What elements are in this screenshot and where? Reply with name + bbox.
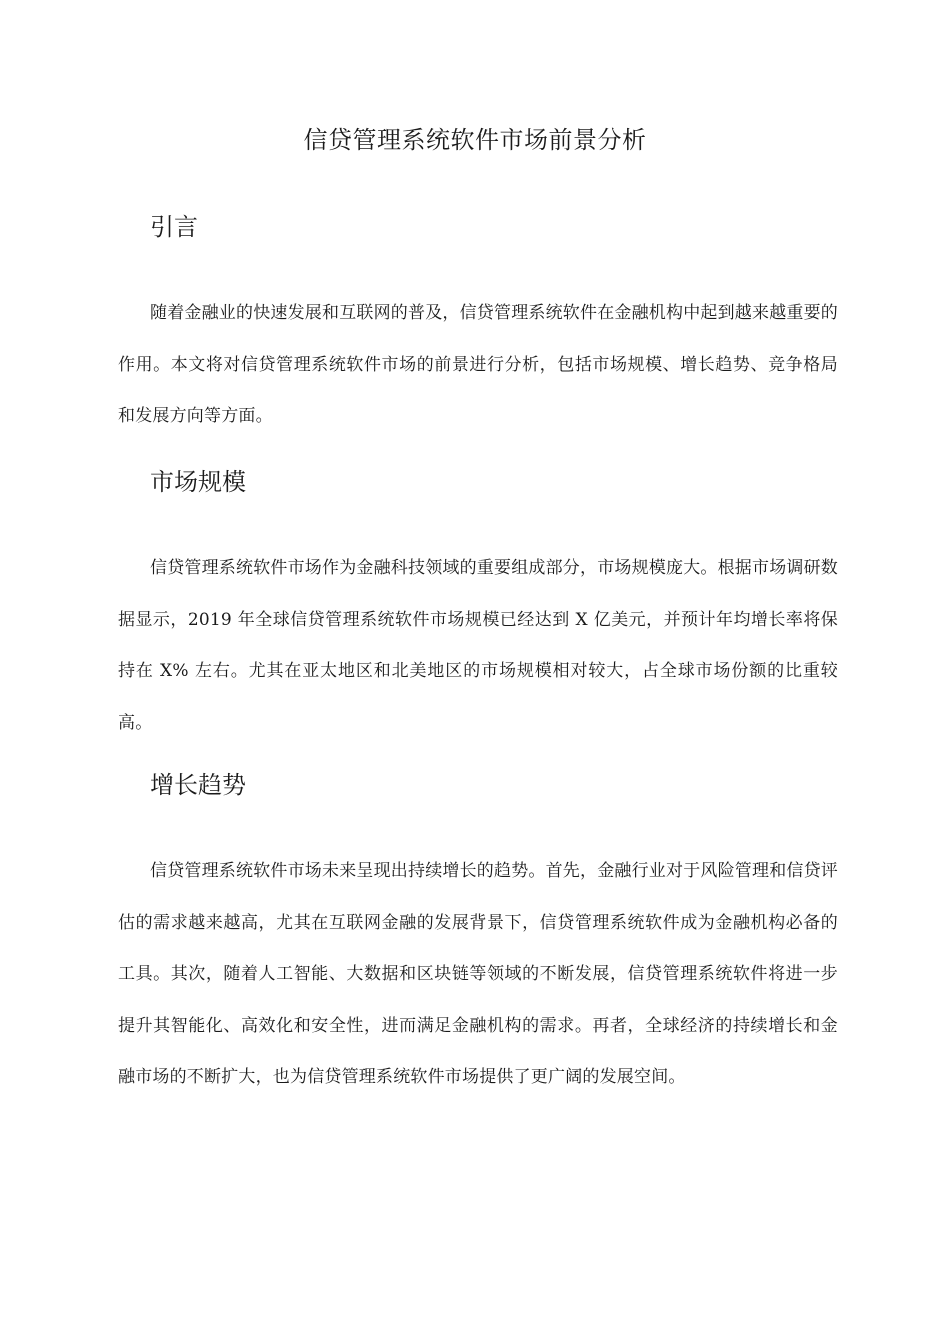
section-heading-market-size: 市场规模 — [150, 468, 246, 496]
section-body-introduction: 随着金融业的快速发展和互联网的普及，信贷管理系统软件在金融机构中起到越来越重要的作用。本文将对信贷管理系统软件市场的前景进行分析，包括市场规模、增长趋势、竞争格局和发展方向等方面。 — [118, 303, 838, 426]
document-title: 信贷管理系统软件市场前景分析 — [303, 126, 647, 154]
section-body-market-size: 信贷管理系统软件市场作为金融科技领域的重要组成部分，市场规模庞大。根据市场调研数据显示，2019 年全球信贷管理系统软件市场规模已经达到 X 亿美元，并预计年均增长率将保持在 X% 左右。尤其在亚太地区和北美地区的市场规模相对较大，占全球市场份额的比重较高。 — [118, 558, 838, 733]
section-heading-introduction: 引言 — [150, 213, 198, 241]
section-body-growth-trend: 信贷管理系统软件市场未来呈现出持续增长的趋势。首先，金融行业对于风险管理和信贷评估的需求越来越高，尤其在互联网金融的发展背景下，信贷管理系统软件成为金融机构必备的工具。其次，随着人工智能、大数据和区块链等领域的不断发展，信贷管理系统软件将进一步提升其智能化、高效化和安全性，进而满足金融机构的需求。再者，全球经济的持续增长和金融市场的不断扩大，也为信贷管理系统软件市场提供了更广阔的发展空间。 — [118, 861, 838, 1087]
section-heading-growth-trend: 增长趋势 — [150, 771, 246, 799]
